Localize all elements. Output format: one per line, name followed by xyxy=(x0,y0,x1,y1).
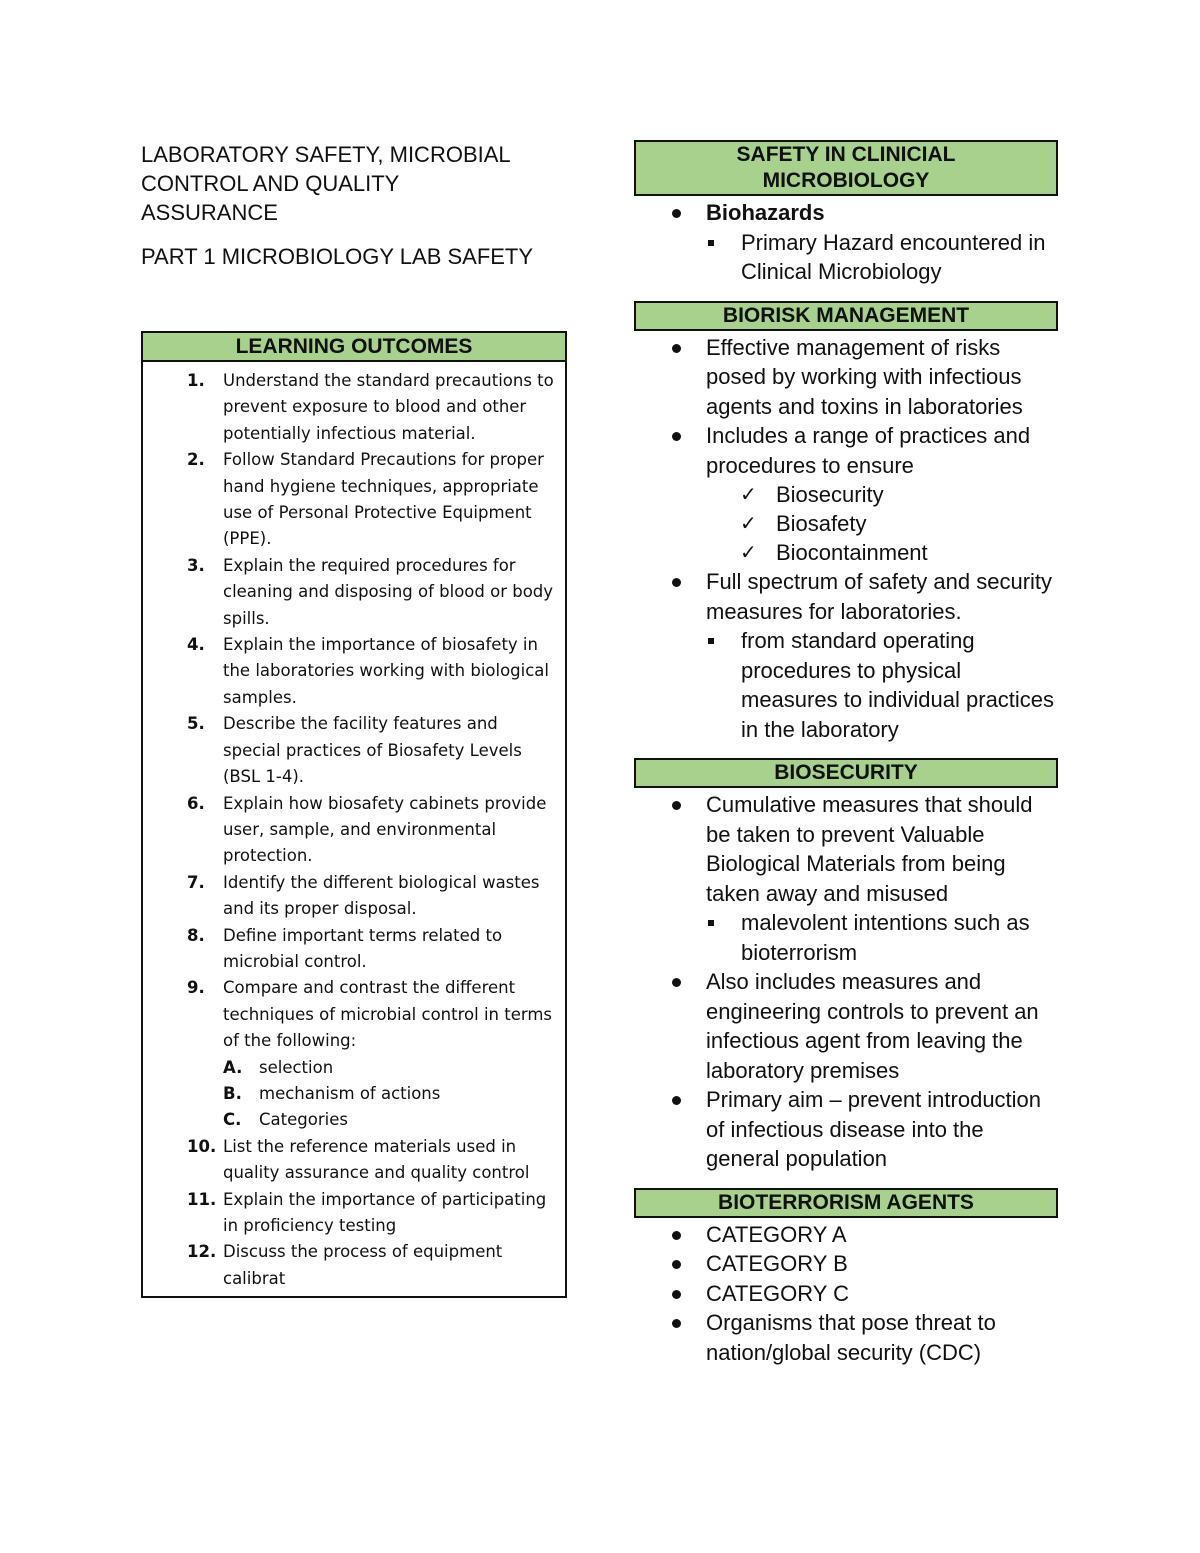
square-bullet-icon xyxy=(708,638,714,644)
bullet-icon xyxy=(672,432,681,441)
bullet-icon xyxy=(672,1319,681,1328)
sub-item-text: selection xyxy=(259,1057,334,1077)
item-text: CATEGORY C xyxy=(706,1280,850,1306)
list-item xyxy=(634,1085,1060,1174)
sub-list xyxy=(706,228,1060,287)
item-number: 7. xyxy=(187,872,205,892)
item-text: Includes a range of practices and procedures to ensure xyxy=(706,423,1031,478)
list-item xyxy=(634,1220,1060,1250)
item-text: Explain the importance of biosafety in the laboratories working with biological samples. xyxy=(223,635,550,707)
item-number: 12. xyxy=(187,1242,217,1262)
item-number: 11. xyxy=(187,1189,217,1209)
learning-outcomes-list xyxy=(143,362,565,1296)
square-bullet-icon xyxy=(708,240,714,246)
item-text: Biohazards xyxy=(706,200,825,225)
item-number: 4. xyxy=(187,635,205,655)
item-text: Explain the importance of participating in proficiency testing xyxy=(223,1189,547,1235)
bullet-icon xyxy=(672,1260,681,1269)
check-list xyxy=(706,480,1060,567)
bullet-icon xyxy=(672,978,681,987)
item-text: Organisms that pose threat to nation/global security (CDC) xyxy=(706,1310,996,1365)
list-item xyxy=(143,791,557,870)
bullet-icon xyxy=(672,1290,681,1299)
check-list-item xyxy=(706,538,1060,567)
sub-list xyxy=(706,908,1060,967)
list-item xyxy=(634,1308,1060,1367)
item-number: 1. xyxy=(187,371,205,390)
bullet-icon xyxy=(672,209,681,218)
section-bioterrorism xyxy=(634,1188,1060,1368)
list-item xyxy=(634,1279,1060,1309)
right-column xyxy=(634,140,1060,1381)
sub-list-item xyxy=(223,1081,557,1107)
sub-item-letter: B. xyxy=(223,1083,242,1103)
check-item-text: Biocontainment xyxy=(776,540,928,565)
check-icon: ✓ xyxy=(740,540,757,564)
bullet-list xyxy=(634,1220,1060,1368)
sub-list-item xyxy=(706,228,1060,287)
bullet-icon xyxy=(672,1096,681,1105)
item-number: 2. xyxy=(187,450,205,470)
bullet-icon xyxy=(672,801,681,810)
item-text: Also includes measures and engineering controls to prevent an infectious agent from leaving the laboratory premises xyxy=(706,969,1039,1083)
sub-list xyxy=(223,1055,557,1134)
list-item xyxy=(143,447,557,553)
check-item-text: Biosecurity xyxy=(776,482,884,507)
list-item xyxy=(634,1249,1060,1279)
item-text: CATEGORY A xyxy=(706,1221,847,1247)
item-text: Effective management of risks posed by working with infectious agents and toxins in laboratories xyxy=(706,334,1023,419)
learning-outcomes-box xyxy=(141,331,567,1298)
bullet-list xyxy=(634,333,1060,745)
heading-line: SAFETY IN CLINICIAL xyxy=(736,143,956,166)
list-item xyxy=(634,790,1060,967)
check-icon: ✓ xyxy=(740,482,757,506)
sub-list-item xyxy=(706,908,1060,967)
list-item xyxy=(634,567,1060,744)
item-text: Full spectrum of safety and security measures for laboratories. xyxy=(706,569,1053,624)
sub-list xyxy=(706,626,1060,744)
item-number: 6. xyxy=(187,793,205,813)
list-item xyxy=(143,870,557,923)
section-safety xyxy=(634,140,1060,287)
list-item xyxy=(143,923,557,976)
item-text: Understand the standard precautions to prevent exposure to blood and other potentially infectious material. xyxy=(223,371,554,443)
bullet-icon xyxy=(672,344,681,353)
bullet-icon xyxy=(672,578,681,587)
list-item xyxy=(143,1239,557,1292)
list-item xyxy=(634,421,1060,567)
check-item-text: Biosafety xyxy=(776,511,867,536)
list-item xyxy=(143,368,557,447)
bullet-list xyxy=(634,198,1060,287)
check-icon: ✓ xyxy=(740,511,757,535)
list-item xyxy=(143,1187,557,1240)
item-text: Explain how biosafety cabinets provide user, sample, and environmental protection. xyxy=(223,793,547,866)
item-text: Cumulative measures that should be taken to prevent Valuable Biological Materials from being taken away and misused xyxy=(706,792,1033,906)
learning-outcomes-heading: LEARNING OUTCOMES xyxy=(143,333,565,362)
section-biorisk xyxy=(634,301,1060,745)
item-text: Identify the different biological wastes and its proper disposal. xyxy=(223,872,540,919)
bullet-icon xyxy=(672,1231,681,1240)
list-item xyxy=(634,967,1060,1085)
item-text: Compare and contrast the different techniques of microbial control in terms of the following: xyxy=(223,978,553,1051)
item-number: 5. xyxy=(187,714,205,734)
sub-item-letter: C. xyxy=(223,1110,242,1130)
item-text: Primary aim – prevent introduction of infectious disease into the general population xyxy=(706,1087,1042,1171)
part-title: PART 1 MICROBIOLOGY LAB SAFETY xyxy=(141,244,534,269)
sub-item-text: from standard operating procedures to physical measures to individual practices in the laboratory xyxy=(741,628,1055,742)
item-text: CATEGORY B xyxy=(706,1251,848,1276)
sub-item-text: malevolent intentions such as bioterrorism xyxy=(741,910,1030,965)
sub-item-text: Categories xyxy=(259,1110,348,1130)
check-list-item xyxy=(706,480,1060,509)
list-item xyxy=(143,553,557,632)
item-number: 10. xyxy=(187,1136,217,1156)
square-bullet-icon xyxy=(708,920,714,926)
bullet-list xyxy=(634,790,1060,1174)
list-item xyxy=(634,198,1060,287)
section-heading: BIOTERRORISM AGENTS xyxy=(634,1188,1058,1218)
list-item xyxy=(143,632,557,711)
sub-list-item xyxy=(223,1055,557,1081)
item-number: 9. xyxy=(187,978,205,998)
list-item xyxy=(143,975,557,1133)
sub-list-item xyxy=(223,1107,557,1133)
item-text: Follow Standard Precautions for proper hand hygiene techniques, appropriate use of Personal Protective Equipment (PPE). xyxy=(223,450,544,549)
section-biosecurity xyxy=(634,758,1060,1174)
section-heading: BIOSECURITY xyxy=(634,758,1058,788)
item-text: List the reference materials used in quality assurance and quality control xyxy=(223,1136,530,1183)
item-text: Discuss the process of equipment calibrat xyxy=(223,1242,503,1288)
item-number: 8. xyxy=(187,925,205,945)
item-number: 3. xyxy=(187,555,205,575)
check-list-item xyxy=(706,509,1060,538)
sub-item-text: mechanism of actions xyxy=(259,1083,441,1103)
sub-list-item xyxy=(706,626,1060,744)
sub-item-text: Primary Hazard encountered in Clinical Microbiology xyxy=(741,229,1046,284)
item-text: Explain the required procedures for cleaning and disposing of blood or body spills. xyxy=(223,555,554,628)
list-item xyxy=(143,711,557,790)
section-heading: BIORISK MANAGEMENT xyxy=(634,301,1058,331)
item-text: Define important terms related to microbial control. xyxy=(223,925,503,971)
heading-line: MICROBIOLOGY xyxy=(762,169,930,192)
list-item xyxy=(634,333,1060,422)
sub-item-letter: A. xyxy=(223,1057,243,1077)
document-title: LABORATORY SAFETY, MICROBIAL CONTROL AND QUALITY ASSURANCE xyxy=(141,142,511,225)
list-item xyxy=(143,1134,557,1187)
section-heading xyxy=(634,140,1058,196)
item-text: Describe the facility features and special practices of Biosafety Levels (BSL 1-4). xyxy=(223,714,522,787)
left-column xyxy=(141,140,567,1298)
